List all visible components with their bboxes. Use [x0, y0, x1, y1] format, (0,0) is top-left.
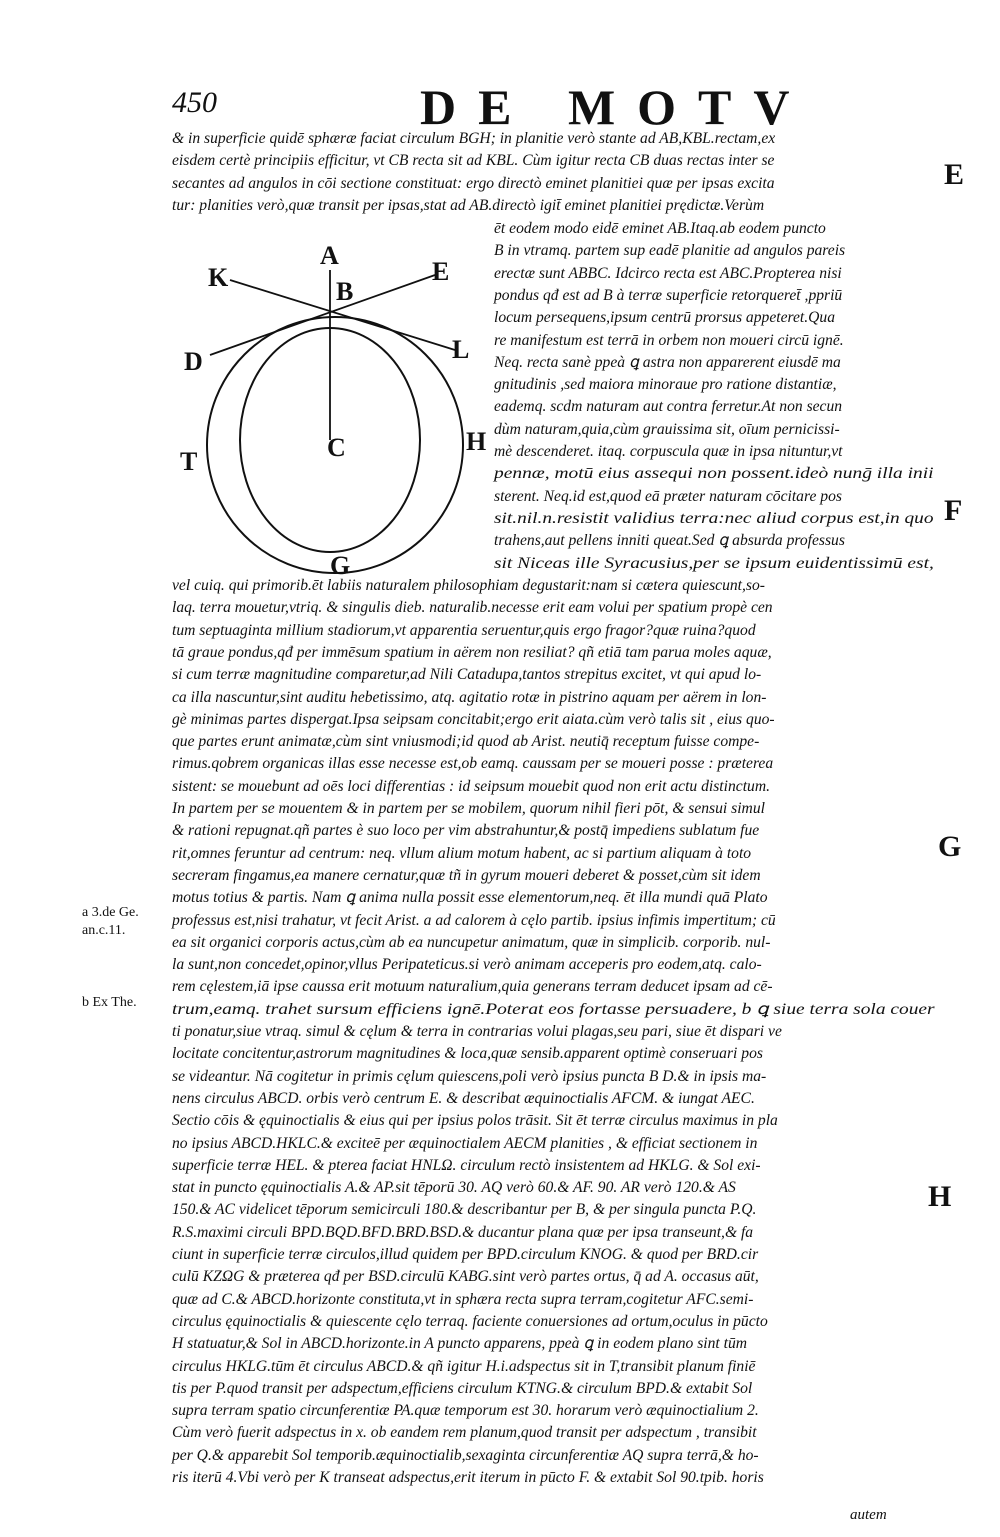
text-line: tis per P.quod transit per adspectum,efficiens circulum KTNG.& circulum BPD.& extabit Sol [172, 1379, 753, 1397]
text-line: B in vtramq. partem sup eadē planitie ad angulos pareis [494, 242, 846, 260]
text-line: laq. terra mouetur,vtriq. & singulis dieb. naturalib.necesse erit eam volui per spatium propè cen [172, 599, 773, 617]
geometric-diagram [170, 240, 500, 580]
text-line: ris iterū 4.Vbi verò per K transeat adspectus,erit iterum in pūcto F. & extabit Sol 90.tpib. horis [172, 1469, 764, 1486]
diagram-label-l: L [452, 335, 470, 364]
text-line: trahens,aut pellens inniti queat.Sed ꝗ absurda professus [494, 532, 845, 550]
text-line: vel cuiq. qui primorib.ēt labiis naturalem philosophiam degustarit:nam si cætera quiescunt,so- [172, 577, 765, 594]
text-line: secantes ad angulos in cōi sectione constituat: ergo directò eminet planitiei quæ per ipsas excita [172, 174, 775, 192]
text-line: locum persequens,ipsum centrū prorsus appeteret.Qua [494, 309, 835, 327]
text-line: gnitudinis ,sed maiora minoraue pro ratione distantiæ, [494, 376, 837, 394]
text-line: la sunt,non concedet,opinor,vllus Peripateticus.si verò animam acceperis pro eodem,atq. calo- [172, 956, 762, 974]
text-line: secreram fingamus,ea manere cernatur,quæ tñ in gyrum moueri deberet & posset,cùm sit idem [172, 866, 761, 884]
diagram-label-h: H [466, 427, 487, 456]
text-line: sistent: se mouebunt ad oēs loci differentias : id seipsum mouebit quod non erit actu distinctum. [172, 777, 770, 795]
text-line: rem cęlestem,iā ipse caussa erit motuum naturalium,quia generans terram deducet ipsam ad cē- [172, 978, 773, 996]
diagram-label-e: E [432, 257, 450, 286]
text-line: motus totius & partis. Nam ꝗ anima nulla possit esse elementorum,neq. ēt illa mundi quā Plato [172, 889, 768, 907]
text-line: per Q.& apparebit Sol temporib.æquinoctialib,sexaginta circunferentiæ AQ supra terrā,& ho- [172, 1446, 759, 1464]
text-line: erectæ sunt ABBC. Idcirco recta est ABC.Propterea nisi [494, 264, 842, 282]
diagram-label-b: B [336, 277, 354, 306]
text-line: locitate concitentur,astrorum magnitudines & loca,quæ sensib.apparent optimè conseruari pos [172, 1045, 763, 1063]
text-line: sterent. Neq.id est,quod eā præter naturam cōcitare pos [494, 487, 842, 505]
text-line: R.S.maximi circuli BPD.BQD.BFD.BRD.BSD.& ducantur plana quæ per ipsa transeunt,& fa [172, 1223, 754, 1241]
text-line: quæ ad C.& ABCD.horizonte constituta,vt in sphæra recta supra terram,cogitetur AFC.semi- [172, 1290, 754, 1308]
text-line: tā graue pondus,qđ per immēsum spatium in aërem non resiliat? qñ etiā tam parua moles aquæ, [172, 643, 772, 661]
text-line: Neq. recta sanè ppeà ꝗ astra non apparerent eiusdē ma [494, 353, 841, 371]
side-note-a: a 3.de Ge. an.c.11. [82, 905, 139, 938]
catchword: autem [850, 1507, 887, 1523]
text-line: trum,eamq. trahet sursum efficiens ignē.Poterat eos fortasse persuadere, b ꝗ siue terra sola couer [172, 1000, 935, 1018]
text-line: pennæ, motū eius assequi non possent.ideò nunḡ illa inii [494, 465, 934, 483]
line-e-d [210, 275, 435, 355]
text-line: tum septuaginta millium stadiorum,vt apparentia seruentur,quis ergo fragor?quæ ruina?quod [172, 621, 756, 639]
diagram-label-d: D [184, 347, 203, 376]
margin-marker-f: F [944, 494, 963, 527]
diagram-label-c: C [327, 433, 346, 462]
text-line: Sectio cōis & ęquinoctialis & eius qui per ipsius polos trāsit. Sit ēt terræ circulus maximus in pla [172, 1112, 778, 1130]
diagram-label-a: A [320, 241, 339, 270]
text-line: pondus qđ est ad B à terræ superficie retorqueret̄ ,ppriū [494, 286, 843, 304]
text-line: gè minimas partes dispergat.Ipsa seipsam concitabit;ergo erit aiata.cùm verò talis sit , eius quo- [172, 710, 775, 728]
text-line: nens circulus ABCD. orbis verò centrum E. & describat æquinoctialis AFCM. & iungat AEC. [172, 1089, 755, 1107]
diagram-label-g: G [330, 551, 351, 580]
diagram-label-k: K [208, 263, 229, 292]
text-line: 150.& AC videlicet tēporum semicirculi 180.& describantur per B, & per singula puncta P.Q. [172, 1201, 757, 1219]
text-line: & rationi repugnat.qñ partes è suo loco per vim abstrahuntur,& postq̄ impediens sublatum fue [172, 822, 760, 840]
text-line: rit,omnes feruntur ad centrum: neq. vllum alium motum habent, ac si partium aliquam à toto [172, 844, 752, 862]
diagram-label-t: T [180, 447, 198, 476]
text-line: circulus ęquinoctialis & quiescente cęlo terraq. faciente conuersiones ad ortum,oculus in pūcto [172, 1312, 768, 1330]
text-line: In partem per se mouentem & in partem per se mobilem, quorum nihil fieri pōt, & sensui simul [172, 800, 765, 817]
text-line: circulus HKLG.tūm ēt circulus ABCD.& qñ igitur H.i.adspectus sit in T,transibit planum finiē [172, 1357, 756, 1375]
margin-marker-e: E [944, 158, 965, 191]
text-line: culū KZΩG & præterea qđ per BSD.circulū KABG.sint verò partes ortus, q̄ ad A. occasus aūt, [172, 1268, 759, 1286]
text-line: dùm naturam,quia,cùm grauissima sit, oīum pernicissi- [494, 420, 840, 438]
text-line: si cum terræ magnitudine comparetur,ad Nili Catadupa,tantos strepitus excitet, vt qui apud lo- [172, 666, 762, 684]
page-number: 450 [172, 86, 217, 119]
text-line: H statuatur,& Sol in ABCD.horizonte.in A puncto apparens, ppeà ꝗ in eodem plano sint tūm [172, 1335, 748, 1353]
text-line: professus est,nisi trahatur, vt fecit Arist. a ad calorem à cęlo partib. ipsius infimis impertitum; cū [172, 911, 776, 929]
text-line: & in superficie quidē sphæræ faciat circulum BGH; in planitie verò stante ad AB,KBL.rectam,ex [172, 130, 776, 147]
running-title: DE MOTV [420, 79, 812, 135]
margin-marker-h: H [928, 1180, 952, 1213]
text-line: se videantur. Nā cogitetur in primis cęlum quiescens,poli verò ipsius puncta B D.& in ipsis ma- [172, 1067, 767, 1085]
text-line: eademq. scdm naturam aut contra ferretur.At non secun [494, 398, 843, 416]
text-line: re manifestum est terrā in orbem non moueri circū ignē. [494, 331, 844, 349]
text-line: ea sit organici corporis actus,cùm ab ea nuncupetur animatum, quæ in simplicib. corporib. nul- [172, 933, 771, 951]
text-line: stat in puncto ęquinoctialis A.& AP.sit tēporū 30. AQ verò 60.& AF. 90. AR verò 120.& AS [172, 1179, 736, 1197]
text-line: eisdem certè principiis efficitur, vt CB recta sit ad KBL. Cùm igitur recta CB duas rectas inter se [172, 152, 775, 170]
text-line: ciunt in superficie terræ circulos,illud quidem per BPD.circulum KNOG. & quod per BRD.cir [172, 1246, 759, 1263]
text-line: ca illa nascuntur,sint auditu hebetissimo, atq. agitatio rotæ in pistrino aquam per aërem in lon- [172, 688, 767, 706]
text-line: ti ponatur,siue vtraq. simul & cęlum & terra in contrarias volui plagas,seu pari, siue ēt dispari ve [172, 1023, 782, 1040]
text-line: supra terram spatio circunferentiæ PA.quæ temporum est 30. horarum verò æquinoctialium 2. [172, 1402, 759, 1420]
margin-marker-g: G [938, 830, 962, 863]
text-line: sit.nil.n.resistit validius terra:nec aliud corpus est,in quo [494, 509, 934, 527]
text-line: que partes erunt animatæ,cùm sint vniusmodi;id quod ab Arist. neutiq̄ receptum fuisse compe- [172, 733, 760, 751]
text-line: tur: planities verò,quæ transit per ipsas,stat ad AB.directò igit̄ eminet planitiei prędictæ.Verùm [172, 196, 765, 214]
text-line: rimus.qobrem organicas illas esse necesse est,ob eamq. caussam per se moueri posse : præterea [172, 755, 774, 773]
text-line: no ipsius ABCD.HKLC.& exciteē per æquinoctialem AECM planities , & efficiat sectionem in [172, 1134, 758, 1152]
text-line: sit Niceas ille Syracusius,per se ipsum euidentissimū est, [494, 554, 934, 572]
text-line: superficie terræ HEL. & pterea faciat HNLΩ. circulum rectò insistentem ad HKLG. & Sol exi- [172, 1156, 761, 1174]
text-line: Cùm verò fuerit adspectus in x. ob eandem rem planum,quod transit per adspectum , transibit [172, 1424, 757, 1442]
text-line: ēt eodem modo eidē eminet AB.Itaq.ab eodem puncto [494, 220, 826, 237]
side-note-b: b Ex The. [82, 995, 137, 1010]
text-line: mè descenderet. itaq. corpuscula quæ in ipsa nituntur,vt [494, 443, 843, 460]
